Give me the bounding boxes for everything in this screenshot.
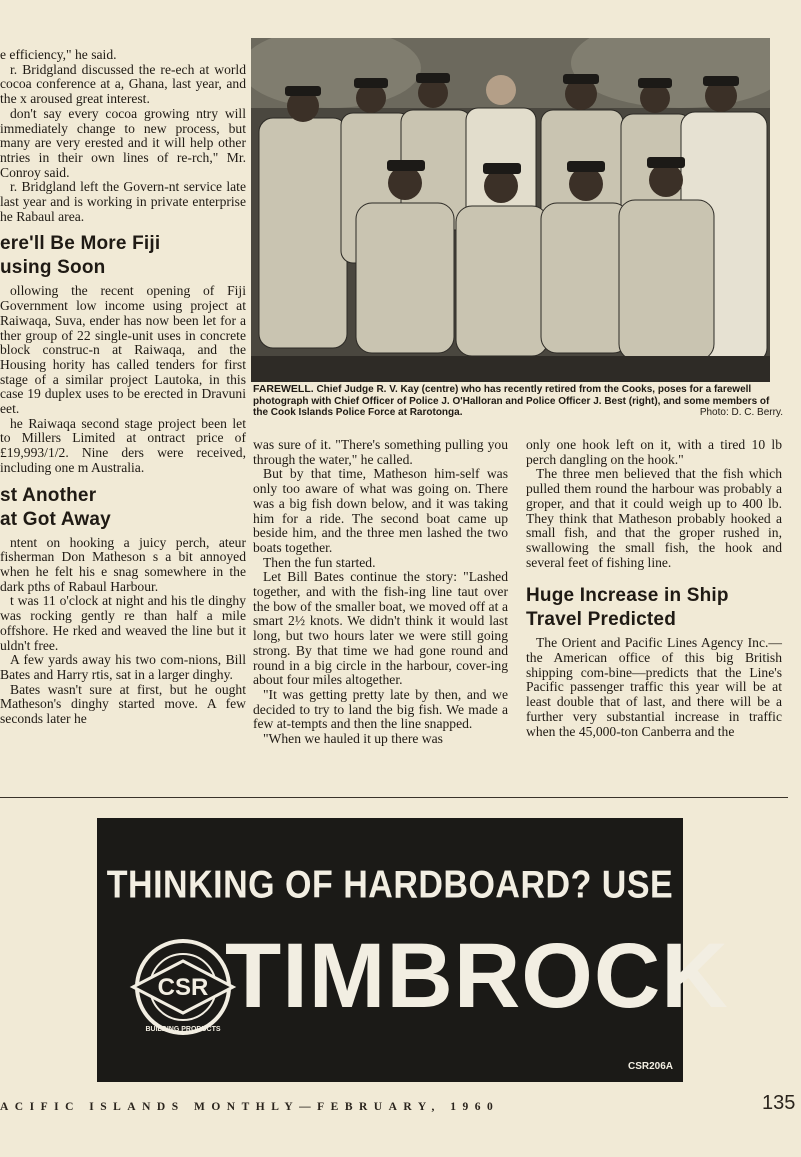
- left-column-intro: [0, 48, 246, 224]
- ad-headline: THINKING OF HARDBOARD? USE: [106, 863, 674, 907]
- magazine-footer: ACIFIC ISLANDS MONTHLY—FEBRUARY, 1960: [0, 1101, 500, 1113]
- ad-logo-ring-text: BUILDING PRODUCTS: [145, 1026, 221, 1033]
- caption-lead: FAREWELL.: [253, 383, 314, 395]
- headline-line: at Got Away: [0, 508, 111, 530]
- paragraph: The three men believed that the fish which pulled them round the harbour was probably a groper, and that it could weigh up to 400 lb. They think that Matheson probably hooked a small fish, and that the groper rushed in, swallowing the small fish, the hook and several feet of fishing line.: [526, 466, 782, 570]
- photo-caption: [253, 384, 783, 419]
- page-number: 135: [762, 1092, 796, 1114]
- paragraph: ollowing the recent opening of Fiji Government low income using project at Raiwaqa, Suva, ender has now been let for a ther group of 22 single-unit uses in concrete block construc-n at Raiwaqa, and the Housing hority has called tenders for first stage of a similar project Lautoka, in this case 19 duplex uses to be erected in Dravuni eet.: [0, 283, 246, 417]
- paragraph: e efficiency," he said.: [0, 47, 117, 62]
- ad-code: CSR206A: [627, 1061, 673, 1072]
- photo-illustration: [251, 38, 770, 382]
- police-group-photo: [251, 38, 770, 382]
- paragraph: he Raiwaqa second stage project been let to Millers Limited at ontract price of £19,993/1/2. Nine ders were received, including one m Australia.: [0, 415, 246, 475]
- paragraph: ntent on hooking a juicy perch, ateur fisherman Don Matheson s a bit annoyed when he felt his e snag somewhere in the dark pths of Rabaul Harbour.: [0, 534, 246, 594]
- paragraph: Bates wasn't sure at first, but he ought Matheson's dinghy started move. A few seconds later he: [0, 681, 246, 727]
- ad-brand-name: TIMBROCK: [225, 925, 729, 1027]
- headline-line: Travel Predicted: [526, 609, 676, 631]
- headline-line: st Another: [0, 484, 97, 506]
- paragraph: The Orient and Pacific Lines Agency Inc.—the American office of this big British shipping com-bine—predicts that the Line's Pacific passenger traffic this year will be at least double that of last, and there will be a further very substantial increase in traffic when the 45,000-ton Canberra and the: [526, 635, 782, 739]
- paragraph: "When we hauled it up there was: [263, 731, 443, 747]
- paragraph: Let Bill Bates continue the story: "Lashed together, and with the fish-ing line taut over the bow of the smaller boat, we moved off at a smart 2½ knots. We didn't think it would last long, but two hours later we were still going strong. By that time we had gone round and round in a big circle in the harbour, cover-ing about four miles altogether.: [253, 569, 508, 688]
- paragraph: r. Bridgland left the Govern-nt service late last year and is working in private enterprise he Rabaul area.: [0, 179, 246, 224]
- paragraph: A few yards away his two com-nions, Bill Bates and Harry rtis, sat in a larger dinghy.: [0, 652, 246, 682]
- csr-logo-icon: [127, 931, 239, 1043]
- paragraph: don't say every cocoa growing ntry will immediately change to new process, but many are very erested and it will help other ntries in their own lines of re-rch," Mr. Conroy said.: [0, 105, 246, 180]
- ad-logo-text: CSR: [157, 974, 209, 1001]
- timbrock-advertisement: [97, 818, 729, 1082]
- headline-line: Huge Increase in Ship: [526, 585, 729, 607]
- headline-line: ere'll Be More Fiji: [0, 233, 161, 255]
- paragraph: "It was getting pretty late by then, and we decided to try to land the big fish. We made a few at-tempts and then the line snapped.: [253, 686, 508, 732]
- paragraph: only one hook left on it, with a tired 10 lb perch dangling on the hook.": [526, 437, 782, 467]
- photo-credit: Photo: D. C. Berry.: [699, 407, 783, 418]
- paragraph: t was 11 o'clock at night and his tle dinghy was rocking gently re than half a mile offshore. He rked and weaved the line but it uldn't free.: [0, 593, 246, 653]
- headline-fish-story: [0, 484, 246, 532]
- headline-line: using Soon: [0, 257, 106, 279]
- headline-fiji-housing: [0, 232, 246, 280]
- paragraph: Then the fun started.: [263, 554, 376, 570]
- paragraph: r. Bridgland discussed the re-ech at world cocoa conference at a, Ghana, last year, and the x aroused great interest.: [0, 61, 246, 107]
- section-divider: [0, 797, 788, 798]
- right-column: [526, 438, 782, 739]
- headline-ship-travel: [526, 584, 782, 632]
- left-column: [0, 48, 246, 727]
- paragraph: was sure of it. "There's something pulling you through the water," he called.: [253, 437, 508, 467]
- middle-column: [253, 438, 508, 747]
- paragraph: But by that time, Matheson him-self was only too aware of what was going on. There was a big fish down below, and it was taking him for a ride. The second boat came up beside him, and the three men lashed the two boats together.: [253, 466, 508, 555]
- caption-text: Chief Judge R. V. Kay (centre) who has recently retired from the Cooks, poses for a farewell photograph with Chief Officer of Police J. O'Halloran and Police Officer J. Best (right), and some members of the Cook Islands Police Force at Rarotonga.: [253, 384, 770, 418]
